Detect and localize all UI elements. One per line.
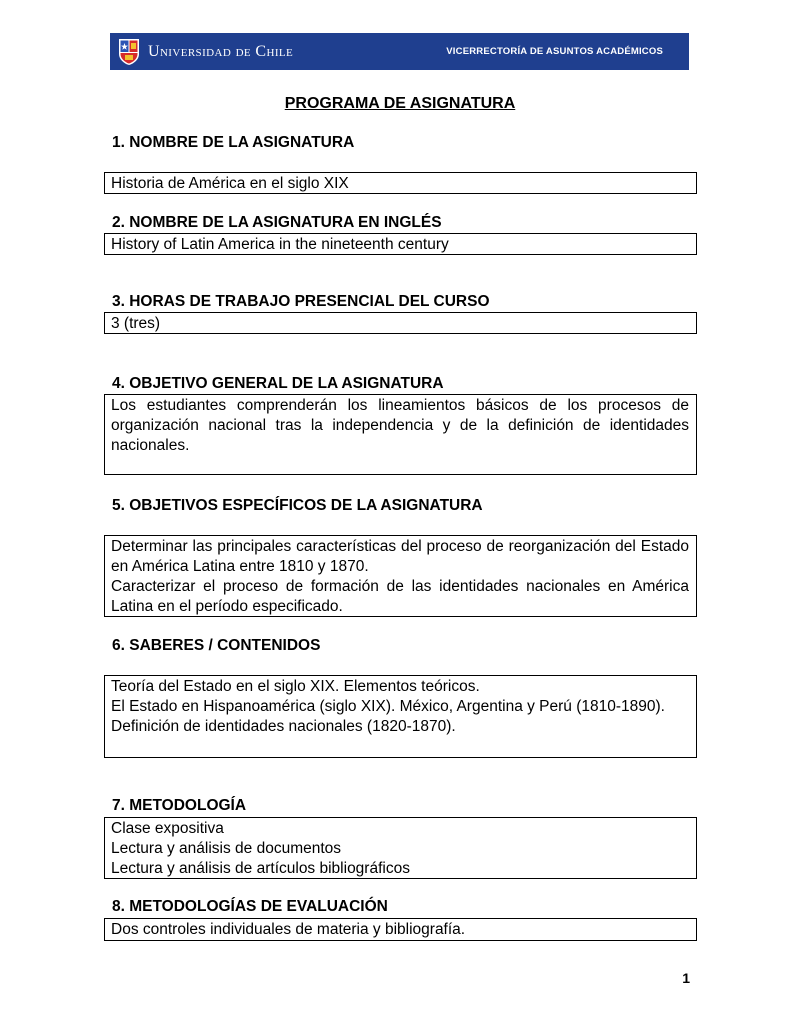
section-1-line: Historia de América en el siglo XIX [111, 175, 349, 192]
section-8-box [104, 918, 697, 941]
section-7-box [104, 817, 697, 879]
section-3-box [104, 312, 697, 334]
section-6-line: Teoría del Estado en el siglo XIX. Elementos teóricos. [111, 678, 480, 695]
section-1-heading: 1. NOMBRE DE LA ASIGNATURA [112, 134, 355, 151]
document-title [0, 94, 800, 114]
university-brand [118, 38, 293, 66]
section-2-box [104, 233, 697, 255]
section-8-heading: 8. METODOLOGÍAS DE EVALUACIÓN [112, 898, 388, 915]
section-6-line: Definición de identidades nacionales (1820-1870). [111, 718, 456, 735]
page-number: 1 [682, 970, 690, 986]
section-6-box [104, 675, 697, 758]
document-title-text: PROGRAMA DE ASIGNATURA [284, 95, 516, 112]
header-banner [110, 33, 689, 70]
section-4-box [104, 394, 697, 475]
section-3-line: 3 (tres) [111, 315, 161, 332]
section-2-heading: 2. NOMBRE DE LA ASIGNATURA EN INGLÉS [112, 214, 442, 231]
section-5-line: Determinar las principales características del proceso de reorganización del Estado en América Latina entre 1810 y 1870. [111, 538, 689, 575]
section-1-box [104, 172, 697, 194]
section-5-line: Caracterizar el proceso de formación de las identidades nacionales en América Latina en el período especificado. [111, 578, 689, 615]
section-7-line: Lectura y análisis de artículos bibliográficos [111, 860, 410, 877]
section-7-heading: 7. METODOLOGÍA [112, 797, 247, 814]
section-3-heading: 3. HORAS DE TRABAJO PRESENCIAL DEL CURSO [112, 293, 490, 310]
university-shield-icon [118, 38, 140, 66]
section-4-heading: 4. OBJETIVO GENERAL DE LA ASIGNATURA [112, 375, 444, 392]
section-8-line: Dos controles individuales de materia y bibliografía. [111, 921, 466, 938]
university-name: Universidad de Chile [148, 42, 294, 60]
section-5-box [104, 535, 697, 617]
section-7-line: Lectura y análisis de documentos [111, 840, 342, 857]
section-5-heading: 5. OBJETIVOS ESPECÍFICOS DE LA ASIGNATURA [112, 497, 483, 514]
section-2-line: History of Latin America in the nineteenth century [111, 236, 449, 253]
section-7-line: Clase expositiva [111, 820, 224, 837]
section-6-heading: 6. SABERES / CONTENIDOS [112, 637, 321, 654]
section-4-line: Los estudiantes comprenderán los lineamientos básicos de los procesos de organización nacional tras la independencia y de la definición de identidades nacionales. [111, 397, 689, 454]
section-6-line: El Estado en Hispanoamérica (siglo XIX). México, Argentina y Perú (1810-1890). [111, 698, 665, 715]
academic-affairs-label: VICERRECTORÍA DE ASUNTOS ACADÉMICOS [446, 46, 663, 57]
